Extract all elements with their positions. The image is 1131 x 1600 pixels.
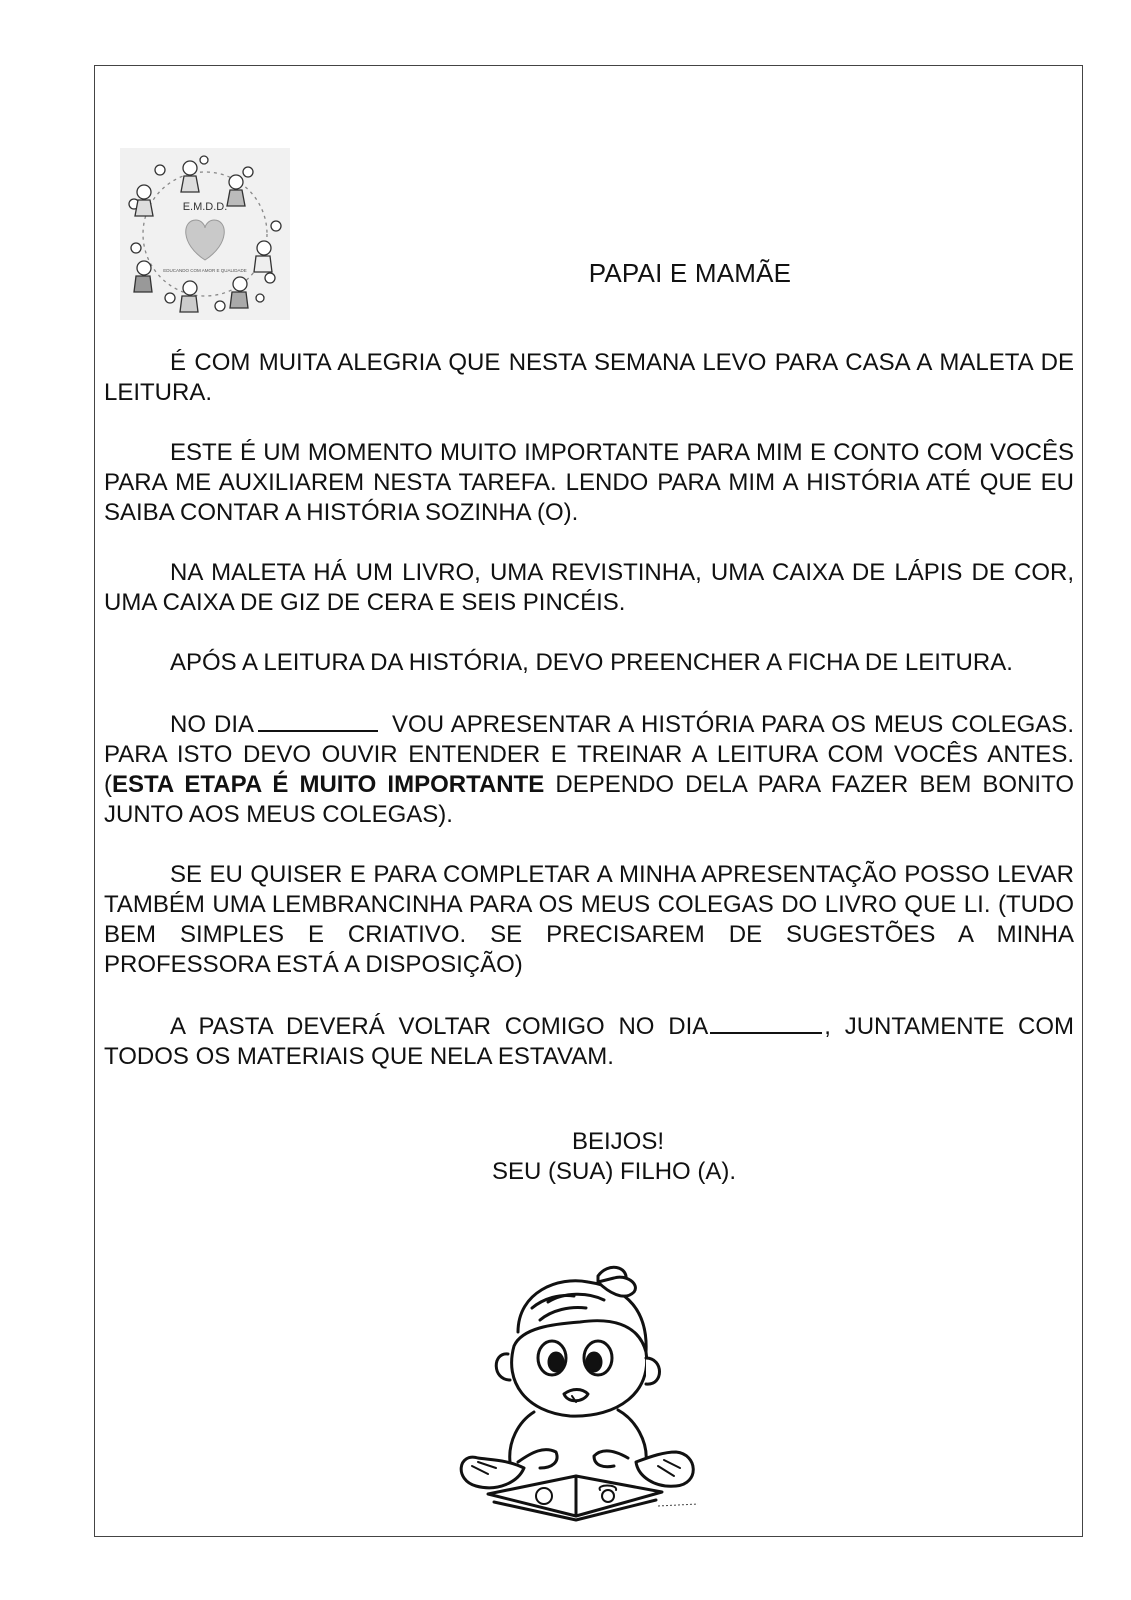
- logo-motto: EDUCANDO COM AMOR E QUALIDADE: [163, 268, 247, 273]
- paragraph-5-middle: VOU APRESENTAR A HISTÓRIA PARA OS MEUS COLEGAS. PARA ISTO DEVO OUVIR ENTENDER E TREINAR A LEITURA COM VOCÊS ANTES. (: [104, 711, 1074, 798]
- paragraph-7-start: A PASTA DEVERÁ VOLTAR COMIGO NO DIA: [170, 1013, 709, 1040]
- paragraph-5-end: DEPENDO DELA PARA FAZER BEM BONITO JUNTO AOS MEUS COLEGAS).: [104, 771, 1074, 828]
- school-logo-icon: [120, 148, 290, 320]
- paragraph-7-end: , JUNTAMENTE COM TODOS OS MATERIAIS QUE NELA ESTAVAM.: [104, 1013, 1075, 1070]
- closing-kisses: BEIJOS!: [572, 1128, 665, 1155]
- paragraph-5-emphasis: ESTA ETAPA É MUITO IMPORTANTE: [112, 771, 545, 798]
- logo-text: E.M.D.D.: [182, 201, 228, 213]
- paragraph-2: ESTE É UM MOMENTO MUITO IMPORTANTE PARA MIM E CONTO COM VOCÊS PARA ME AUXILIAREM NESTA TAREFA. LENDO PARA MIM A HISTÓRIA ATÉ QUE EU SAIBA CONTAR A HISTÓRIA SOZINHA (O).: [104, 439, 1074, 526]
- paragraph-7: [104, 1010, 1074, 1072]
- paragraph-1: É COM MUITA ALEGRIA QUE NESTA SEMANA LEVO PARA CASA A MALETA DE LEITURA.: [104, 349, 1074, 406]
- page-title: PAPAI E MAMÃE: [588, 258, 792, 288]
- paragraph-5: [104, 708, 1074, 830]
- closing-signature: SEU (SUA) FILHO (A).: [492, 1158, 737, 1185]
- date-blank-return[interactable]: [710, 1010, 822, 1034]
- letter-body: [104, 348, 1074, 1072]
- paragraph-5-start: NO DIA: [170, 711, 255, 738]
- paragraph-4: APÓS A LEITURA DA HISTÓRIA, DEVO PREENCHER A FICHA DE LEITURA.: [170, 649, 1013, 676]
- child-reading-book-icon: [448, 1262, 708, 1524]
- date-blank-presentation[interactable]: [258, 708, 378, 732]
- paragraph-3: NA MALETA HÁ UM LIVRO, UMA REVISTINHA, UMA CAIXA DE LÁPIS DE COR, UMA CAIXA DE GIZ DE CERA E SEIS PINCÉIS.: [104, 559, 1074, 616]
- paragraph-6: SE EU QUISER E PARA COMPLETAR A MINHA APRESENTAÇÃO POSSO LEVAR TAMBÉM UMA LEMBRANCINHA PARA OS MEUS COLEGAS DO LIVRO QUE LI. (TUDO BEM SIMPLES E CRIATIVO. SE PRECISAREM DE SUGESTÕES A MINHA PROFESSORA ESTÁ A DISPOSIÇÃO): [104, 861, 1074, 978]
